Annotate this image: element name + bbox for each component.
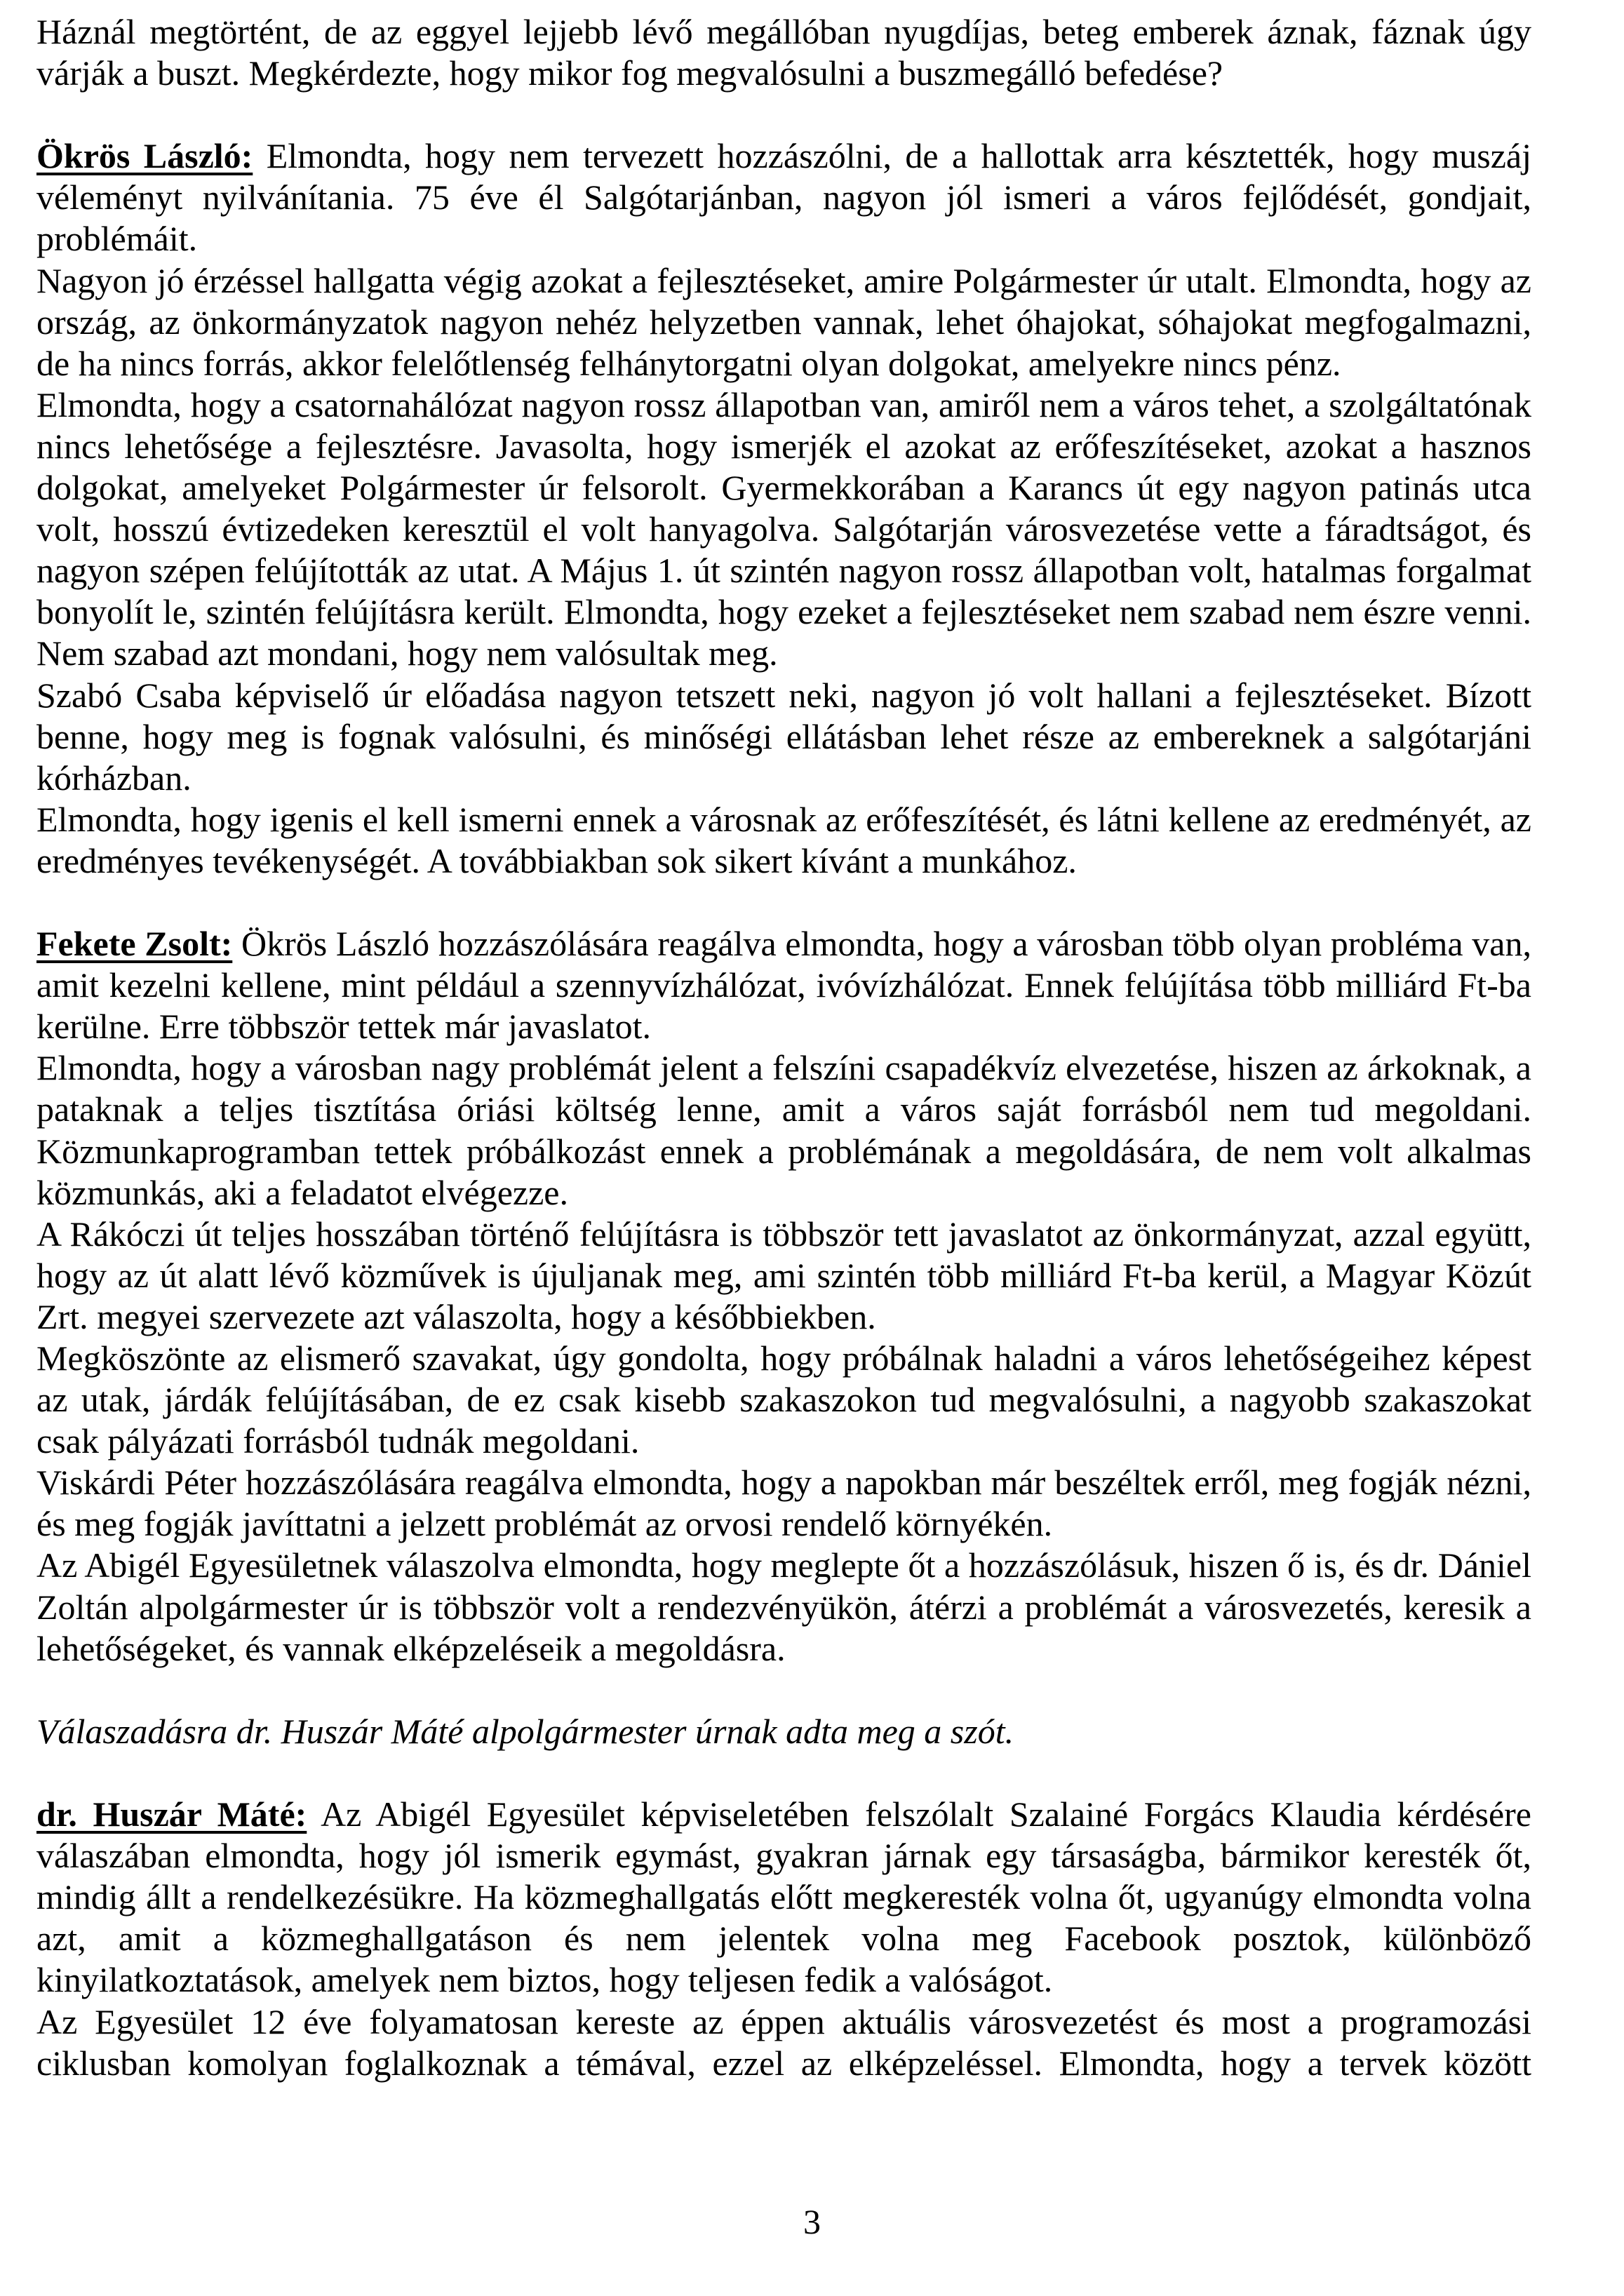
paragraph-fekete-zsolt: [36, 923, 1531, 1047]
paragraph-text: Az Abigél Egyesület képviseletében felszólalt Szalainé Forgács Klaudia kérdésére válaszában elmondta, hogy jól ismerik egymást, gyakran járnak egy társaságba, bármikor keresték őt, mindig állt a rendelkezésükre. Ha közmeghallgatás előtt megkeresték volna őt, ugyanúgy elmondta volna azt, amit a közmeghallgatáson és nem jelentek volna meg Facebook posztok, különböző kinyilatkoztatások, amelyek nem biztos, hogy teljesen fedik a valóságot.: [36, 1794, 1531, 2000]
paragraph: Elmondta, hogy a csatornahálózat nagyon rossz állapotban van, amiről nem a város tehet, a szolgáltatónak nincs lehetősége a fejlesztésre. Javasolta, hogy ismerjék el azokat az erőfeszítéseket, azokat a hasznos dolgokat, amelyeket Polgármester úr felsorolt. Gyermekkorában a Karancs út egy nagyon patinás utca volt, hosszú évtizedeken keresztül el volt hanyagolva. Salgótarján városvezetése vette a fáradtságot, és nagyon szépen felújították az utat. A Május 1. út szintén nagyon rossz állapotban volt, hatalmas forgalmat bonyolít le, szintén felújításra került. Elmondta, hogy ezeket a fejlesztéseket nem szabad nem észre venni. Nem szabad azt mondani, hogy nem valósultak meg.: [36, 384, 1531, 673]
paragraph: A Rákóczi út teljes hosszában történő felújításra is többször tett javaslatot az önkormányzat, azzal együtt, hogy az út alatt lévő közművek is újuljanak meg, ami szintén több milliárd Ft-ba kerül, a Magyar Közút Zrt. megyei szervezete azt válaszolta, hogy a későbbiekben.: [36, 1214, 1531, 1336]
paragraph-bus-stop: Háznál megtörtént, de az eggyel lejjebb lévő megállóban nyugdíjas, beteg emberek áznak, fáznak úgy várják a buszt. Megkérdezte, hogy mikor fog megvalósulni a buszmegálló befedése?: [36, 12, 1531, 93]
speaker-name: dr. Huszár Máté:: [36, 1794, 307, 1834]
paragraph-text: Elmondta, hogy nem tervezett hozzászólni, de a hallottak arra késztették, hogy muszáj véleményt nyilvánítania. 75 éve él Salgótarjánban, nagyon jól ismeri a város fejlődését, gondjait, problémáit.: [36, 136, 1531, 259]
paragraph-text: Ökrös László hozzászólására reagálva elmondta, hogy a városban több olyan probléma van, amit kezelni kellene, mint például a szennyvízhálózat, ivóvízhálózat. Ennek felújítása több milliárd Ft-ba kerülne. Erre többször tettek már javaslatot.: [36, 924, 1532, 1047]
paragraph: Elmondta, hogy igenis el kell ismerni ennek a városnak az erőfeszítését, és látni kellene az eredményét, az eredményes tevékenységét. A továbbiakban sok sikert kívánt a munkához.: [36, 799, 1531, 880]
italic-note: Válaszadásra dr. Huszár Máté alpolgármester úrnak adta meg a szót.: [36, 1711, 1014, 1751]
speaker-name: Ökrös László:: [36, 136, 253, 176]
paragraph: Elmondta, hogy a városban nagy problémát jelent a felszíni csapadékvíz elvezetése, hiszen az árkoknak, a pataknak a teljes tisztítása óriási költség lenne, amit a város saját forrásból nem tud megoldani. Közmunkaprogramban tettek próbálkozást ennek a problémának a megoldására, de nem volt alkalmas közmunkás, aki a feladatot elvégezze.: [36, 1048, 1531, 1212]
paragraph: Szabó Csaba képviselő úr előadása nagyon tetszett neki, nagyon jó volt hallani a fejlesztéseket. Bízott benne, hogy meg is fognak valósulni, és minőségi ellátásban lehet része az embereknek a salgótarjáni kórházban.: [36, 675, 1531, 798]
speaker-name: Fekete Zsolt:: [36, 924, 233, 964]
paragraph: Viskárdi Péter hozzászólására reagálva elmondta, hogy a napokban már beszéltek erről, meg fogják nézni, és meg fogják javíttatni a jelzett problémát az orvosi rendelő környékén.: [36, 1463, 1531, 1544]
blank-line: [36, 1752, 1531, 1794]
paragraph: Az Abigél Egyesületnek válaszolva elmondta, hogy meglepte őt a hozzászólásuk, hiszen ő is, és dr. Dániel Zoltán alpolgármester úr is többször volt a rendezvényükön, átérzi a problémát a városvezetés, keresik a lehetőségeket, és vannak elképzeléseik a megoldásra.: [36, 1545, 1531, 1668]
paragraph: Megköszönte az elismerő szavakat, úgy gondolta, hogy próbálnak haladni a város lehetőségeihez képest az utak, járdák felújításában, de ez csak kisebb szakaszokon tud megvalósulni, a nagyobb szakaszokat csak pályázati forrásból tudnák megoldani.: [36, 1338, 1531, 1461]
blank-line: [36, 882, 1531, 923]
blank-line: [36, 94, 1531, 135]
document-page: [36, 11, 1531, 2084]
blank-line: [36, 1670, 1531, 1711]
paragraph-continues: Az Egyesület 12 éve folyamatosan kereste az éppen aktuális városvezetést és most a programozási ciklusban komolyan foglalkoznak a témával, ezzel az elképzeléssel. Elmondta, hogy a tervek között: [36, 2001, 1531, 2083]
paragraph-okros-laszlo: [36, 135, 1531, 260]
page-number: 3: [803, 2202, 821, 2241]
paragraph: Nagyon jó érzéssel hallgatta végig azokat a fejlesztéseket, amire Polgármester úr utalt. Elmondta, hogy az ország, az önkormányzatok nagyon nehéz helyzetben vannak, lehet óhajokat, sóhajokat megfogalmazni, de ha nincs forrás, akkor felelőtlenség felhánytorgatni olyan dolgokat, amelyekre nincs pénz.: [36, 260, 1531, 383]
paragraph-huszar-mate: [36, 1794, 1531, 2001]
